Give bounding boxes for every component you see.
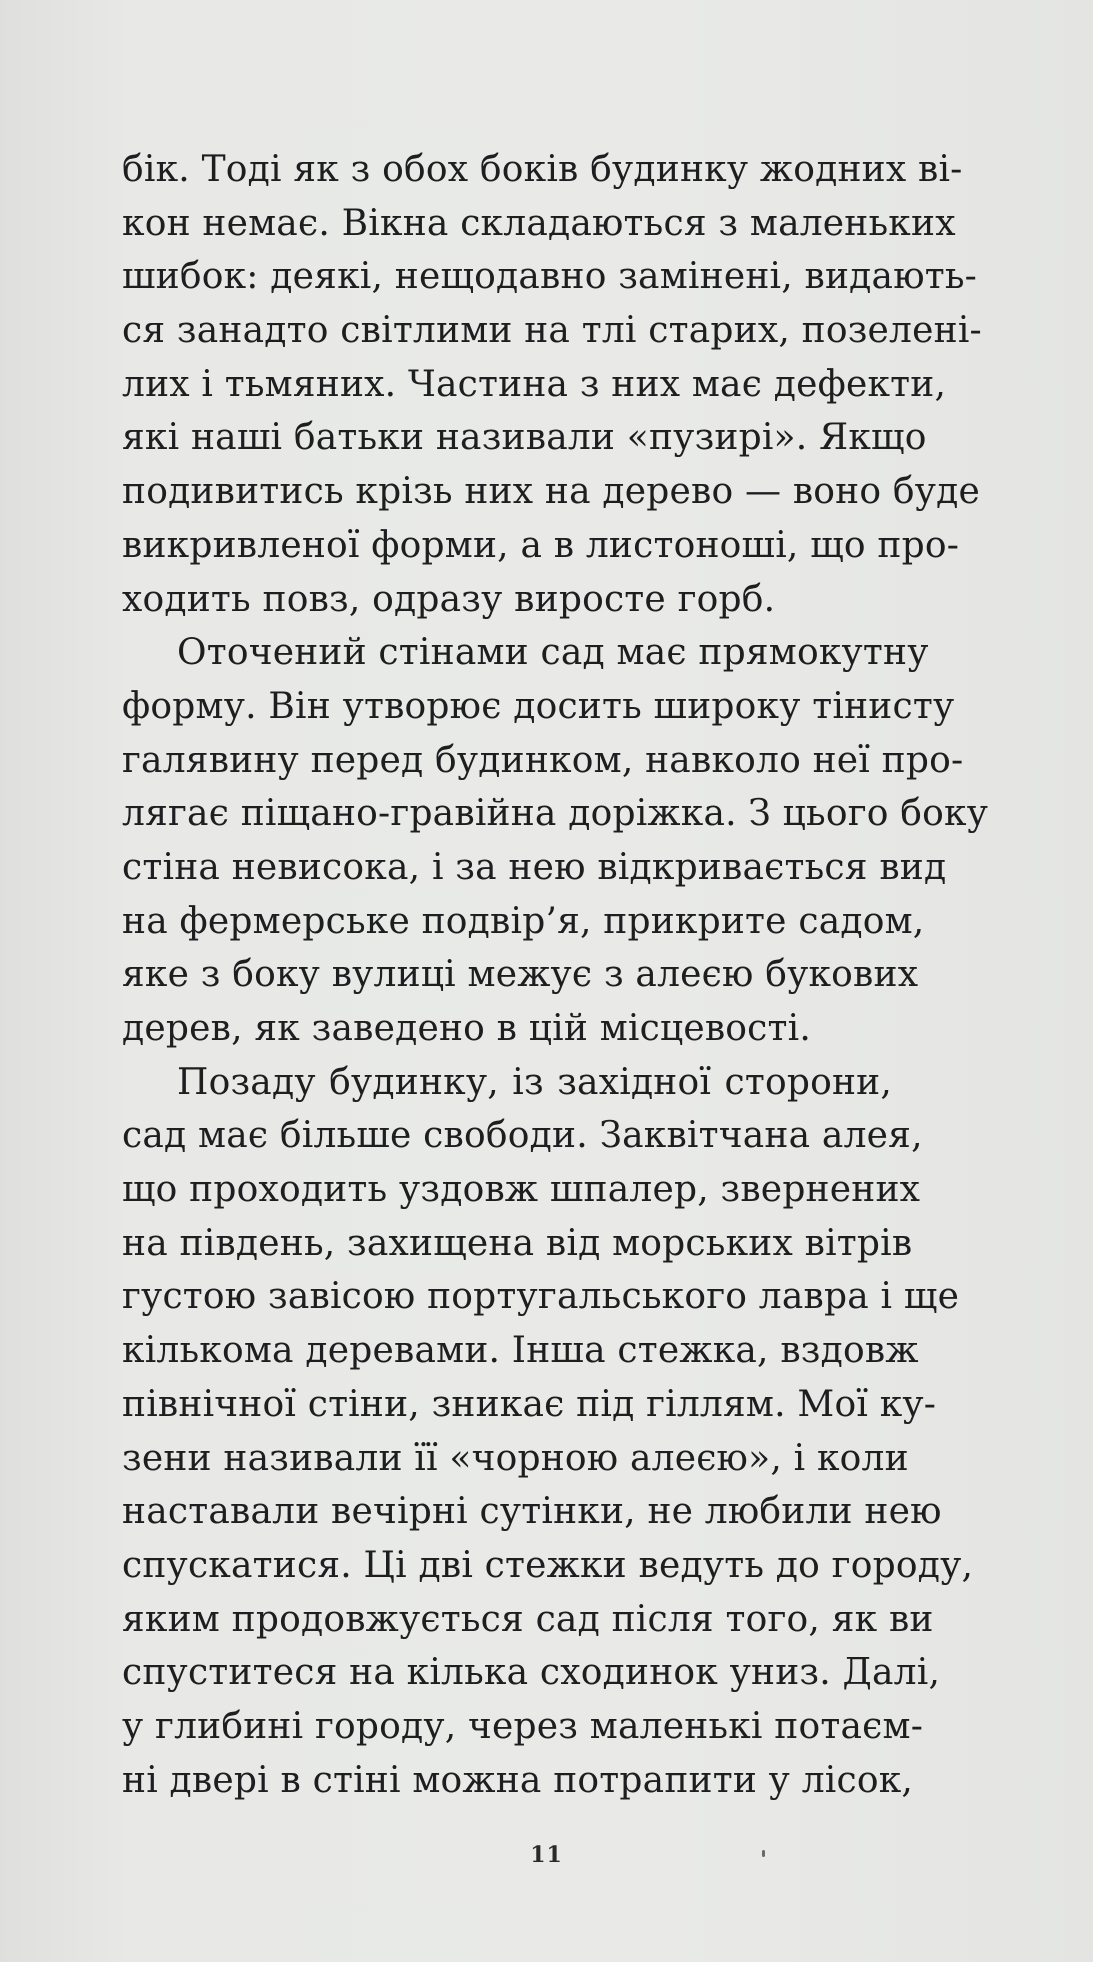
text-line: стіна невисока, і за нею відкривається вид xyxy=(122,846,947,888)
text-line: яким продовжується сад після того, як ви xyxy=(122,1598,934,1640)
text-line: у глибині городу, через маленькі потаєм- xyxy=(122,1705,924,1747)
paper-speck xyxy=(762,1850,765,1857)
page-number: 11 xyxy=(530,1842,563,1868)
text-line: північної стіни, зникає під гіллям. Мої ку- xyxy=(122,1383,937,1425)
body-text xyxy=(122,143,989,1807)
text-line: шибок: деякі, нещодавно замінені, видають- xyxy=(122,256,978,298)
text-line: Позаду будинку, із західної сторони, xyxy=(177,1061,892,1103)
text-line: викривленої форми, а в листоноші, що про- xyxy=(122,524,960,566)
text-line: яке з боку вулиці межує з алеєю букових xyxy=(122,954,919,996)
text-line: які наші батьки називали «пузирі». Якщо xyxy=(122,417,927,459)
text-line: ходить повз, одразу виросте горб. xyxy=(122,578,776,620)
text-line: Оточений стінами сад має прямокутну xyxy=(177,632,929,674)
text-line: кількома деревами. Інша стежка, вздовж xyxy=(122,1330,919,1372)
text-line: спуститеся на кілька сходинок униз. Далі, xyxy=(122,1652,941,1694)
text-line: сад має більше свободи. Заквітчана алея, xyxy=(122,1115,923,1157)
text-line: форму. Він утворює досить широку тінисту xyxy=(122,685,955,727)
text-line: подивитись крізь них на дерево — воно буде xyxy=(122,471,981,513)
text-line: на південь, захищена від морських вітрів xyxy=(122,1222,913,1264)
text-line: бік. Тоді як з обох боків будинку жодних ві- xyxy=(122,149,963,190)
text-line: зени називали її «чорною алеєю», і коли xyxy=(122,1437,909,1479)
text-line: дерев, як заведено в цій місцевості. xyxy=(122,1008,812,1049)
text-line: кон немає. Вікна складаються з маленьких xyxy=(122,202,956,244)
text-line: спускатися. Ці дві стежки ведуть до городу, xyxy=(122,1544,974,1586)
paragraph xyxy=(122,143,982,626)
text-line: лих і тьмяних. Частина з них має дефекти, xyxy=(122,363,947,405)
text-line: ся занадто світлими на тлі старих, позелені- xyxy=(122,310,982,352)
text-line: лягає піщано-гравійна доріжка. З цього боку xyxy=(122,793,989,835)
text-line: наставали вечірні сутінки, не любили нею xyxy=(122,1491,942,1533)
text-line: галявину перед будинком, навколо неї про- xyxy=(122,739,964,781)
text-line: на фермерське подвір’я, прикрите садом, xyxy=(122,900,925,942)
text-line: що проходить уздовж шпалер, звернених xyxy=(122,1169,921,1211)
text-line: ні двері в стіні можна потрапити у лісок, xyxy=(122,1759,914,1801)
text-line: густою завісою португальського лавра і ще xyxy=(122,1276,960,1318)
paragraph xyxy=(122,1056,974,1808)
paragraph xyxy=(122,626,989,1056)
